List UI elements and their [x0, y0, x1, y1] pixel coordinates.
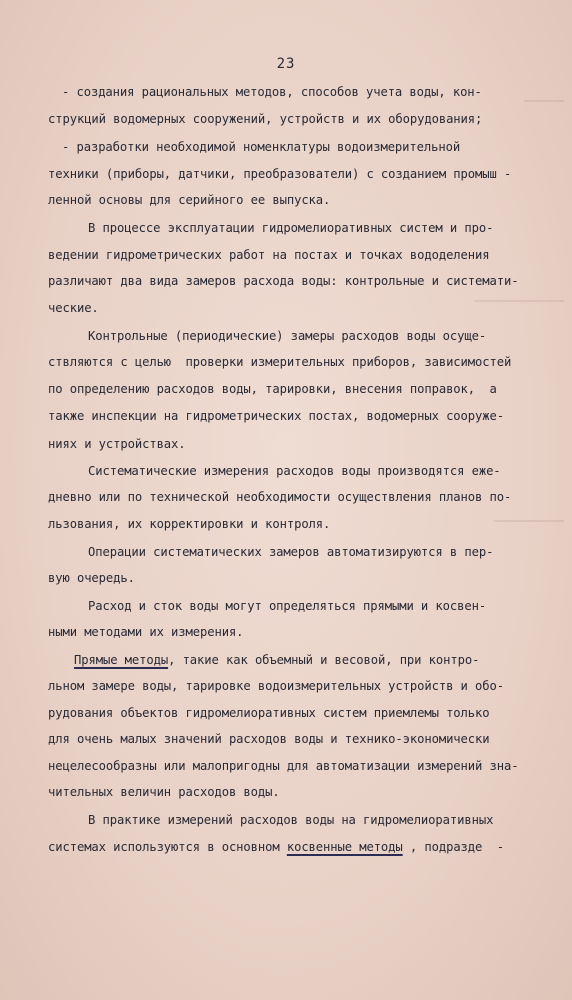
text-line: Прямые методы, такие как объемный и весовой, при контро-	[74, 653, 480, 667]
text-line: ствляются с целью проверки измерительных приборов, зависимостей	[48, 355, 512, 369]
text-line: - создания рациональных методов, способов учета воды, кон-	[62, 85, 482, 99]
text-line: струкций водомерных сооружений, устройств и их оборудования;	[48, 112, 483, 126]
bleed-through-mark	[524, 100, 564, 102]
text-line: льзования, их корректировки и контроля.	[48, 517, 331, 531]
underlined-term: Прямые методы	[74, 653, 169, 667]
text-line: В процессе эксплуатации гидромелиоративных систем и про-	[88, 221, 494, 235]
text-line: ческие.	[48, 301, 99, 315]
text-line: дневно или по технической необходимости осуществления планов по-	[48, 490, 512, 504]
text-line: льном замере воды, тарировке водоизмерительных устройств и обо-	[48, 679, 504, 693]
page-number: 23	[276, 56, 296, 72]
text-line: В практике измерений расходов воды на гидромелиоративных	[88, 813, 494, 827]
text-line: ными методами их измерения.	[48, 625, 244, 639]
text-line: Систематические измерения расходов воды производятся еже-	[88, 464, 501, 478]
bleed-through-mark	[494, 520, 564, 522]
text-line: системах используются в основном косвенные методы , подразде -	[48, 840, 504, 854]
text-line: различают два вида замеров расхода воды: контрольные и системати-	[48, 274, 519, 288]
text-line: ленной основы для серийного ее выпуска.	[48, 193, 331, 207]
text-line: Расход и сток воды могут определяться прямыми и косвен-	[88, 599, 487, 613]
bleed-through-mark	[474, 300, 564, 302]
text-line: по определению расходов воды, тарировки, внесения поправок, а	[48, 382, 497, 396]
text-line: ведении гидрометрических работ на постах и точках вододеления	[48, 248, 490, 262]
text-line: вую очередь.	[48, 571, 135, 585]
text-line: для очень малых значений расходов воды и технико-экономически	[48, 732, 490, 746]
text-line: также инспекции на гидрометрических постах, водомерных сооруже-	[48, 409, 504, 423]
underlined-term: косвенные методы	[286, 840, 403, 854]
text-line: нецелесообразны или малопригодны для автоматизации измерений зна-	[48, 759, 519, 773]
text-line: - разработки необходимой номенклатуры водоизмерительной	[62, 140, 461, 154]
text-line: техники (приборы, датчики, преобразователи) с созданием промыш -	[48, 167, 512, 181]
text-line: Контрольные (периодические) замеры расходов воды осуще-	[88, 329, 487, 343]
text-line: чительных величин расходов воды.	[48, 785, 280, 799]
text-line: ниях и устройствах.	[48, 437, 186, 451]
text-line: Операции систематических замеров автоматизируются в пер-	[88, 545, 494, 559]
text-line: рудования объектов гидромелиоративных систем приемлемы только	[48, 706, 490, 720]
